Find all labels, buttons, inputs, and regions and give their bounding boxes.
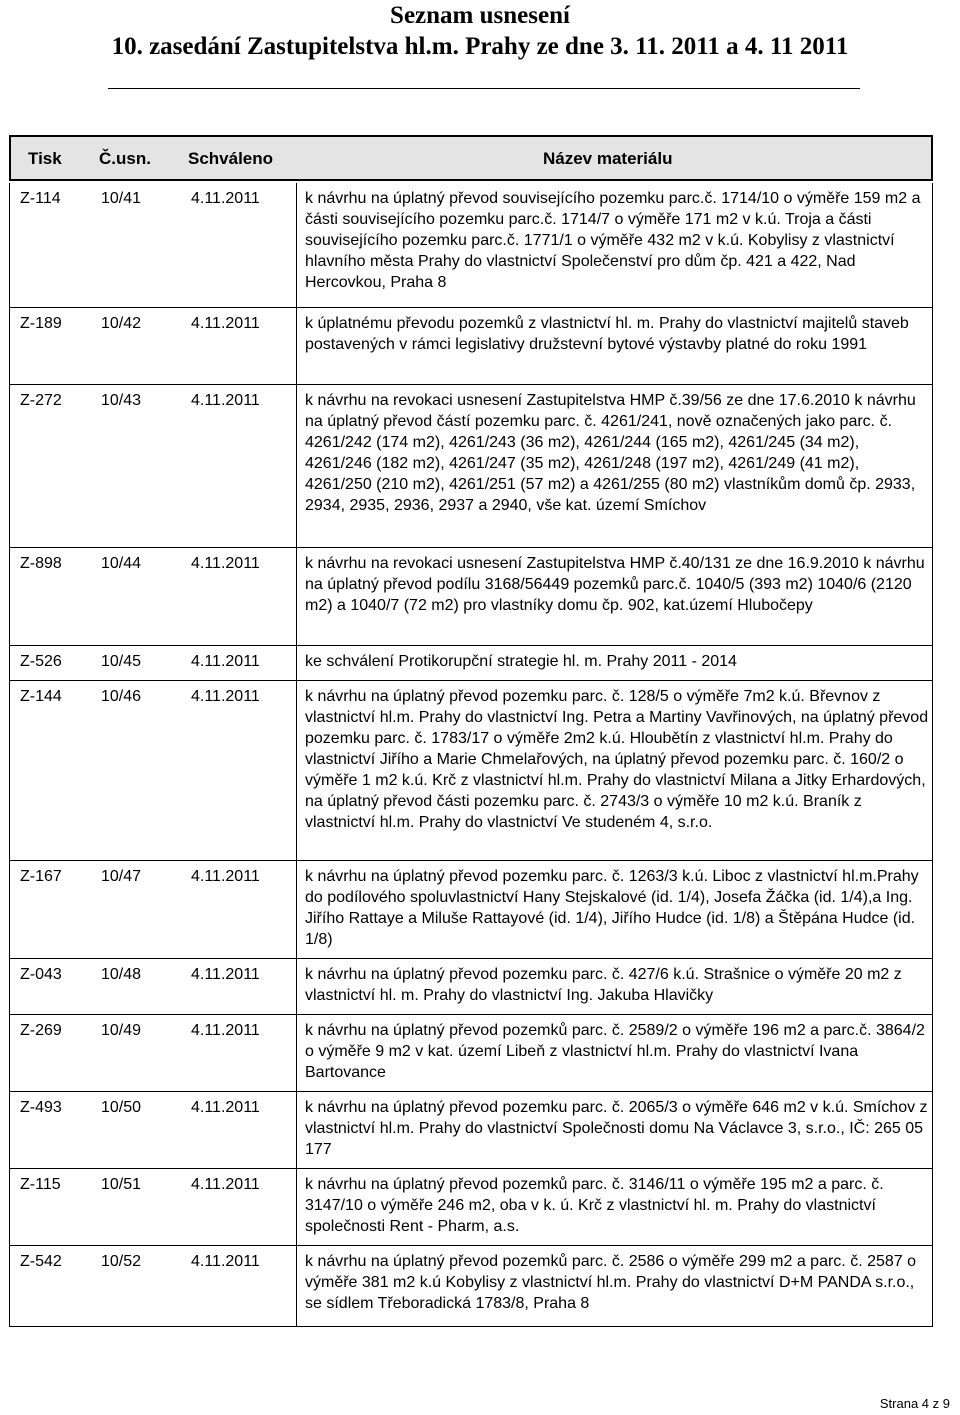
row-tisk: Z-114 — [20, 190, 61, 207]
row-usn: 10/46 — [101, 688, 142, 705]
row-tisk: Z-526 — [20, 653, 62, 670]
row-usn: 10/48 — [101, 966, 142, 983]
row-usn: 10/47 — [101, 868, 142, 885]
row-name: k návrhu na úplatný převod pozemku parc. č. 128/5 o výměře 7m2 k.ú. Břevnov z vlastnictví hl.m. Prahy do vlastnictví Ing. Petra a Martiny Vavřinových, na úplatný převod pozemku parc. č. 1783/17 o výměře 2m2 k.ú. Hloubětín z vlastnictví hl.m. Prahy do vlastnictví Jiřího a Marie Chmelařových, na úplatný převod pozemku parc. č. 160/2 o výměře 1 m2 k.ú. Krč z vlastnictví hl.m. Prahy do vlastnictví Milana a Jitky Erhardových, na úplatný převod části pozemku parc. č. 2743/3 o výměře 10 m2 k.ú. Braník z vlastnictví hl.m. Prahy do vlastnictví Ve studeném 4, s.r.o. — [305, 688, 929, 831]
table-row — [9, 959, 933, 1015]
table-row — [9, 681, 933, 861]
row-name: k návrhu na revokaci usnesení Zastupitelstva HMP č.40/131 ze dne 16.9.2010 k návrhu na úplatný převod podílu 3168/56449 pozemků parc.č. 1040/5 (393 m2) 1040/6 (2120 m2) a 1040/7 (72 m2) pro vlastníky domu čp. 902, kat.území Hlubočepy — [305, 555, 925, 614]
row-name: k návrhu na úplatný převod pozemku parc. č. 1263/3 k.ú. Liboc z vlastnictví hl.m.Prahy do podílového spoluvlastnictví Hany Stejskalové (id. 1/4), Josefa Žáčka (id. 1/4),a Ing. Jiřího Rattaye a Miluše Rattayové (id. 1/4), Jiřího Hudce (id. 1/8) a Štěpána Hudce (id. 1/8) — [305, 868, 919, 948]
row-name: k návrhu na úplatný převod pozemků parc. č. 2589/2 o výměře 196 m2 a parc.č. 3864/2 o výměře 9 m2 v kat. území Libeň z vlastnictví hl.m. Prahy do vlastnictví Ivana Bartovance — [305, 1022, 925, 1081]
row-date: 4.11.2011 — [191, 688, 260, 705]
row-date: 4.11.2011 — [191, 653, 260, 670]
row-date: 4.11.2011 — [191, 1176, 260, 1193]
column-header-schvaleno: Schváleno — [188, 149, 274, 168]
row-name: k návrhu na úplatný převod souvisejícího pozemku parc.č. 1714/10 o výměře 159 m2 a části souvisejícího pozemku parc.č. 1714/7 o výměře 171 m2 v k.ú. Troja a části souvisejícího pozemku parc.č. 1771/1 o výměře 432 m2 v k.ú. Kobylisy z vlastnictví hlavního města Prahy do vlastnictví Společenství pro dům čp. 421 a 422, Nad Hercovkou, Praha 8 — [305, 190, 921, 291]
table-row — [9, 1169, 933, 1246]
row-name: k návrhu na úplatný převod pozemků parc. č. 3146/11 o výměře 195 m2 a parc. č. 3147/10 o výměře 246 m2, oba v k. ú. Krč z vlastnictví hl. m. Prahy do vlastnictví společnosti Rent - Pharm, a.s. — [305, 1176, 884, 1235]
header-divider — [108, 88, 860, 89]
row-date: 4.11.2011 — [191, 966, 260, 983]
row-tisk: Z-043 — [20, 966, 62, 983]
row-tisk: Z-272 — [20, 392, 62, 409]
row-usn: 10/51 — [101, 1176, 142, 1193]
row-name: ke schválení Protikorupční strategie hl. m. Prahy 2011 - 2014 — [305, 653, 737, 670]
table-row — [9, 548, 933, 646]
row-usn: 10/49 — [101, 1022, 142, 1039]
row-usn: 10/44 — [101, 555, 142, 572]
row-date: 4.11.2011 — [191, 868, 260, 885]
table-header — [9, 135, 933, 181]
row-date: 4.11.2011 — [191, 392, 260, 409]
column-header-usn: Č.usn. — [99, 149, 151, 168]
row-usn: 10/52 — [101, 1253, 142, 1270]
row-usn: 10/42 — [101, 315, 142, 332]
row-tisk: Z-189 — [20, 315, 62, 332]
row-usn: 10/50 — [101, 1099, 142, 1116]
table-row — [9, 861, 933, 959]
row-usn: 10/41 — [101, 190, 142, 207]
table-row — [9, 1015, 933, 1092]
column-header-nazev: Název materiálu — [543, 149, 673, 168]
row-date: 4.11.2011 — [191, 315, 260, 332]
row-date: 4.11.2011 — [191, 1253, 260, 1270]
row-tisk: Z-115 — [20, 1176, 61, 1193]
row-name: k návrhu na úplatný převod pozemku parc. č. 427/6 k.ú. Strašnice o výměře 20 m2 z vlastnictví hl. m. Prahy do vlastnictví Ing. Jakuba Hlavičky — [305, 966, 902, 1004]
table-row — [9, 385, 933, 548]
row-usn: 10/45 — [101, 653, 142, 670]
row-date: 4.11.2011 — [191, 190, 260, 207]
column-header-tisk: Tisk — [28, 149, 62, 168]
table-row — [9, 1092, 933, 1169]
row-name: k návrhu na úplatný převod pozemku parc. č. 2065/3 o výměře 646 m2 v k.ú. Smíchov z vlastnictví hl.m. Prahy do vlastnictví Společnosti domu Na Václavce 3, s.r.o., IČ: 265 05 177 — [305, 1099, 928, 1158]
page-number: Strana 4 z 9 — [879, 1396, 950, 1411]
page-title: Seznam usnesení — [390, 2, 570, 29]
table-row — [9, 646, 933, 681]
row-usn: 10/43 — [101, 392, 142, 409]
table-row — [9, 183, 933, 308]
row-date: 4.11.2011 — [191, 555, 260, 572]
row-tisk: Z-493 — [20, 1099, 62, 1116]
table-row — [9, 1246, 933, 1327]
page-subtitle: 10. zasedání Zastupitelstva hl.m. Prahy ze dne 3. 11. 2011 a 4. 11 2011 — [111, 33, 849, 60]
row-name: k návrhu na úplatný převod pozemků parc. č. 2586 o výměře 299 m2 a parc. č. 2587 o výměře 381 m2 k.ú Kobylisy z vlastnictví hl.m. Prahy do vlastnictví D+M PANDA s.r.o., se sídlem Třeboradická 1783/8, Praha 8 — [305, 1253, 917, 1312]
row-date: 4.11.2011 — [191, 1022, 260, 1039]
row-date: 4.11.2011 — [191, 1099, 260, 1116]
row-name: k návrhu na revokaci usnesení Zastupitelstva HMP č.39/56 ze dne 17.6.2010 k návrhu na úplatný převod částí pozemku parc. č. 4261/241, nově označených jako parc. č. 4261/242 (174 m2), 4261/243 (36 m2), 4261/244 (165 m2), 4261/245 (34 m2), 4261/246 (182 m2), 4261/247 (35 m2), 4261/248 (197 m2), 4261/249 (41 m2), 4261/250 (210 m2), 4261/251 (57 m2) a 4261/255 (80 m2) vlastníkům domů čp. 2933, 2934, 2935, 2936, 2937 a 2940, vše kat. území Smíchov — [305, 392, 916, 514]
row-name: k úplatnému převodu pozemků z vlastnictví hl. m. Prahy do vlastnictví majitelů staveb postavených v rámci legislativy družstevní bytové výstavby platné do roku 1991 — [305, 315, 909, 353]
table-row — [9, 308, 933, 385]
row-tisk: Z-269 — [20, 1022, 62, 1039]
row-tisk: Z-144 — [20, 688, 62, 705]
row-tisk: Z-898 — [20, 555, 62, 572]
row-tisk: Z-167 — [20, 868, 62, 885]
row-tisk: Z-542 — [20, 1253, 62, 1270]
